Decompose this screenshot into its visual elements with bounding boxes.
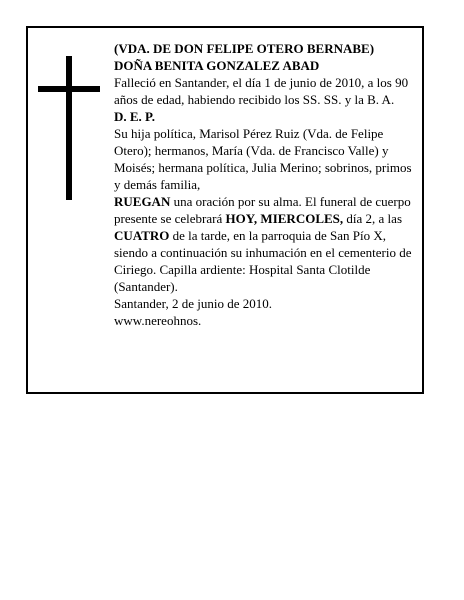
dep-label: D. E. P. xyxy=(114,109,156,124)
request-text-1: una oración por su alma. El funeral de cuerpo presente se celebrará xyxy=(114,194,411,226)
latin-cross-icon xyxy=(38,56,100,200)
obituary-notice xyxy=(26,26,424,394)
place-date: Santander, 2 de junio de 2010. xyxy=(114,296,272,311)
funeral-hour: CUATRO xyxy=(114,228,170,243)
deceased-name: DOÑA BENITA GONZALEZ ABAD xyxy=(114,58,320,73)
cross-horizontal-bar xyxy=(38,86,100,92)
death-statement: Falleció en Santander, el día 1 de junio de 2010, a los 90 años de edad, habiendo recibido los SS. SS. y la B. A. xyxy=(114,75,409,107)
widow-header: (VDA. DE DON FELIPE OTERO BERNABE) xyxy=(114,41,375,56)
request-text-2: día 2, a las xyxy=(343,211,402,226)
request-word: RUEGAN xyxy=(114,194,171,209)
funeral-announcement xyxy=(114,193,420,295)
request-text-3: de la tarde, en la parroquia de San Pío X, siendo a continuación su inhumación en el cementerio de Ciriego. Capilla ardiente: Hospital Santa Clotilde (Santander). xyxy=(114,228,412,294)
cross-vertical-bar xyxy=(66,56,72,200)
notice-body xyxy=(114,40,420,329)
website: www.nereohnos. xyxy=(114,313,202,328)
funeral-day: HOY, MIERCOLES, xyxy=(225,211,344,226)
family-list: Su hija política, Marisol Pérez Ruiz (Vda. de Felipe Otero); hermanos, María (Vda. de Francisco Valle) y Moisés; hermana política, Julia Merino; sobrinos, primos y demás familia, xyxy=(114,126,412,192)
